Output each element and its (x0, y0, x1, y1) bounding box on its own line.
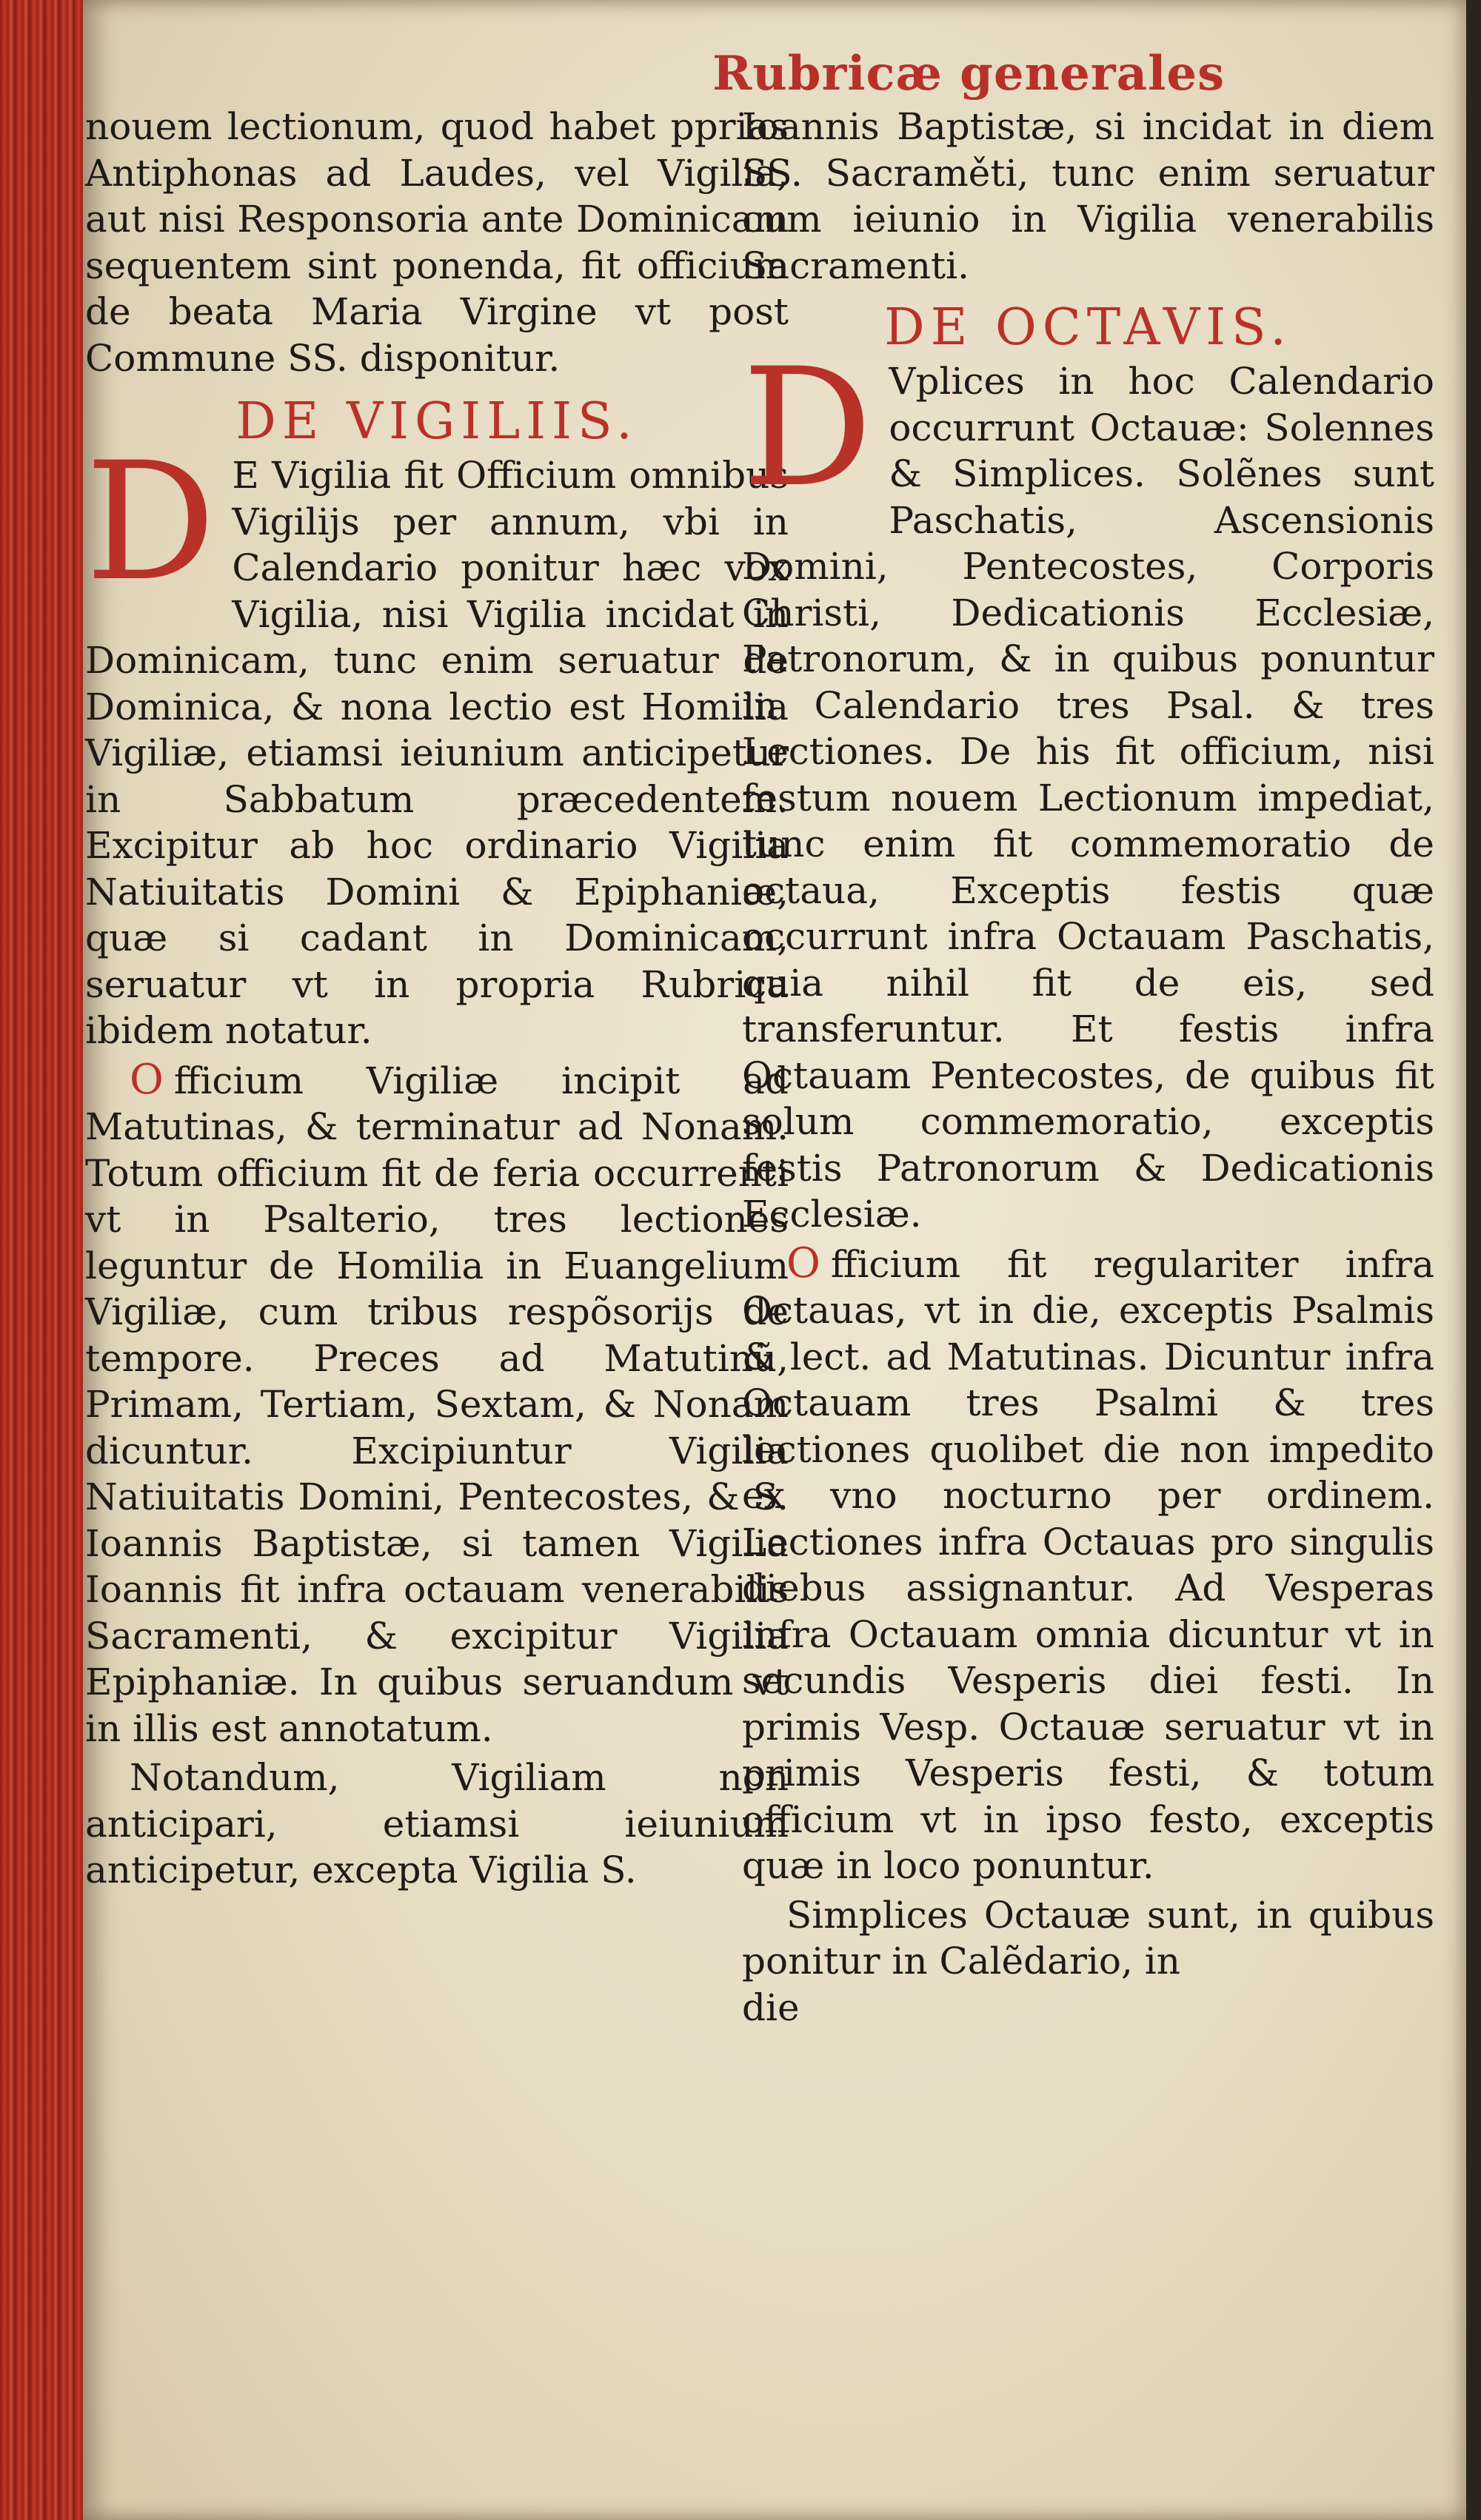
vigiliis-paragraph-2 (85, 1057, 789, 1752)
section-heading-vigiliis: DE VIGILIIS. (235, 392, 638, 451)
page-right-edge (1466, 0, 1481, 2520)
right-column (742, 104, 1434, 2031)
left-column (85, 104, 789, 1894)
octavis-paragraph-2-text: fficium fit regulariter infra Octauas, vt in die, exceptis Psalmis & lect. ad Matutinas. Dicuntur infra Octauam tres Psalmi & tres lectiones quolibet die non impedito ex vno nocturno per ordinem. Lectiones infra Octauas pro singulis diebus assignantur. Ad Vesperas infra Octauam omnia dicuntur vt in secundis Vesperis diei festi. In primis Vesp. Octauæ seruatur vt in primis Vesperis festi, & totum officium vt in ipso festo, exceptis quæ in loco ponuntur. (742, 1242, 1434, 1887)
vigiliis-paragraph-3: Notandum, Vigiliam non anticipari, etiamsi ieiunium anticipetur, excepta Vigilia S. (85, 1756, 789, 1891)
octavis-paragraph-1-text: Vplices in hoc Calendario occurrunt Octauæ: Solennes & Simplices. Solẽnes sunt Paschatis, Ascensionis Domini, Pentecostes, Corporis Christi, Dedicationis Ecclesiæ, Patronorum, & in quibus ponuntur in Calendario tres Psal. & tres Lectiones. De his fit officium, nisi festum nouem Lectionum impediat, tunc enim fit commemoratio de octaua, Exceptis festis quæ occurrunt infra Octauam Paschatis, quia nihil fit de eis, sed transferuntur. Et festis infra Octauam Pentecostes, de quibus fit solum commemoratio, exceptis festis Patronorum & Dedicationis Ecclesiæ. (742, 360, 1434, 1236)
drop-cap-d: D (742, 333, 873, 523)
octavis-paragraph-1 (742, 333, 1434, 1238)
left-continuation-text: nouem lectionum, quod habet pprias Antiphonas ad Laudes, vel Vigilia, aut nisi Responsoria ante Dominicam sequentem sint ponenda, fit officium de beata Maria Virgine vt post Commune SS. disponitur. (85, 105, 789, 380)
vigiliis-paragraph-1-text: E Vigilia fit Officium omnibus Vigilijs per annum, vbi in Calendario ponitur hæc vox Vigilia, nisi Vigilia incidat in Dominicam, tunc enim seruatur de Dominica, & nona lectio est Homilia Vigiliæ, etiamsi ieiunium anticipetur in Sabbatum præcedentem. Excipitur ab hoc ordinario Vigilia Natiuitatis Domini & Epiphaniæ, quæ si cadant in Dominicam, seruatur vt in propria Rubrica ibidem notatur. (85, 454, 789, 1052)
red-initial-o: O (130, 1055, 164, 1104)
running-head: Rubricæ generales (712, 46, 1226, 101)
red-initial-o: O (786, 1239, 820, 1287)
octavis-paragraph-2 (742, 1241, 1434, 1889)
section-heading-octavis: DE OCTAVIS. (884, 298, 1292, 357)
vigiliis-paragraph-1 (85, 427, 789, 1054)
octavis-paragraph-3: Simplices Octauæ sunt, in quibus ponitur in Calẽdario, in (742, 1893, 1434, 1983)
right-continuation-text: Ioannis Baptistæ, si incidat in diem SS. Sacraměti, tunc enim seruatur cum ieiunio in Vigilia venerabilis Sacramenti. (742, 105, 1434, 287)
vigiliis-paragraph-2-text: fficium Vigiliæ incipit ad Matutinas, & terminatur ad Nonam. Totum officium fit de feria occurrenti vt in Psalterio, tres lectiones leguntur de Homilia in Euangelium Vigiliæ, cum tribus respõsorijs de tempore. Preces ad Matutinũ, Primam, Tertiam, Sextam, & Nonam dicuntur. Excipiuntur Vigilia Natiuitatis Domini, Pentecostes, & S. Ioannis Baptistæ, si tamen Vigilia Ioannis fit infra octauam venerabilis Sacramenti, & excipitur Vigilia Epiphaniæ. In quibus seruandum vt in illis est annotatum. (85, 1059, 789, 1750)
catchword: die (742, 1985, 800, 2029)
book-page-edge (0, 0, 83, 2520)
drop-cap-d: D (85, 427, 216, 617)
